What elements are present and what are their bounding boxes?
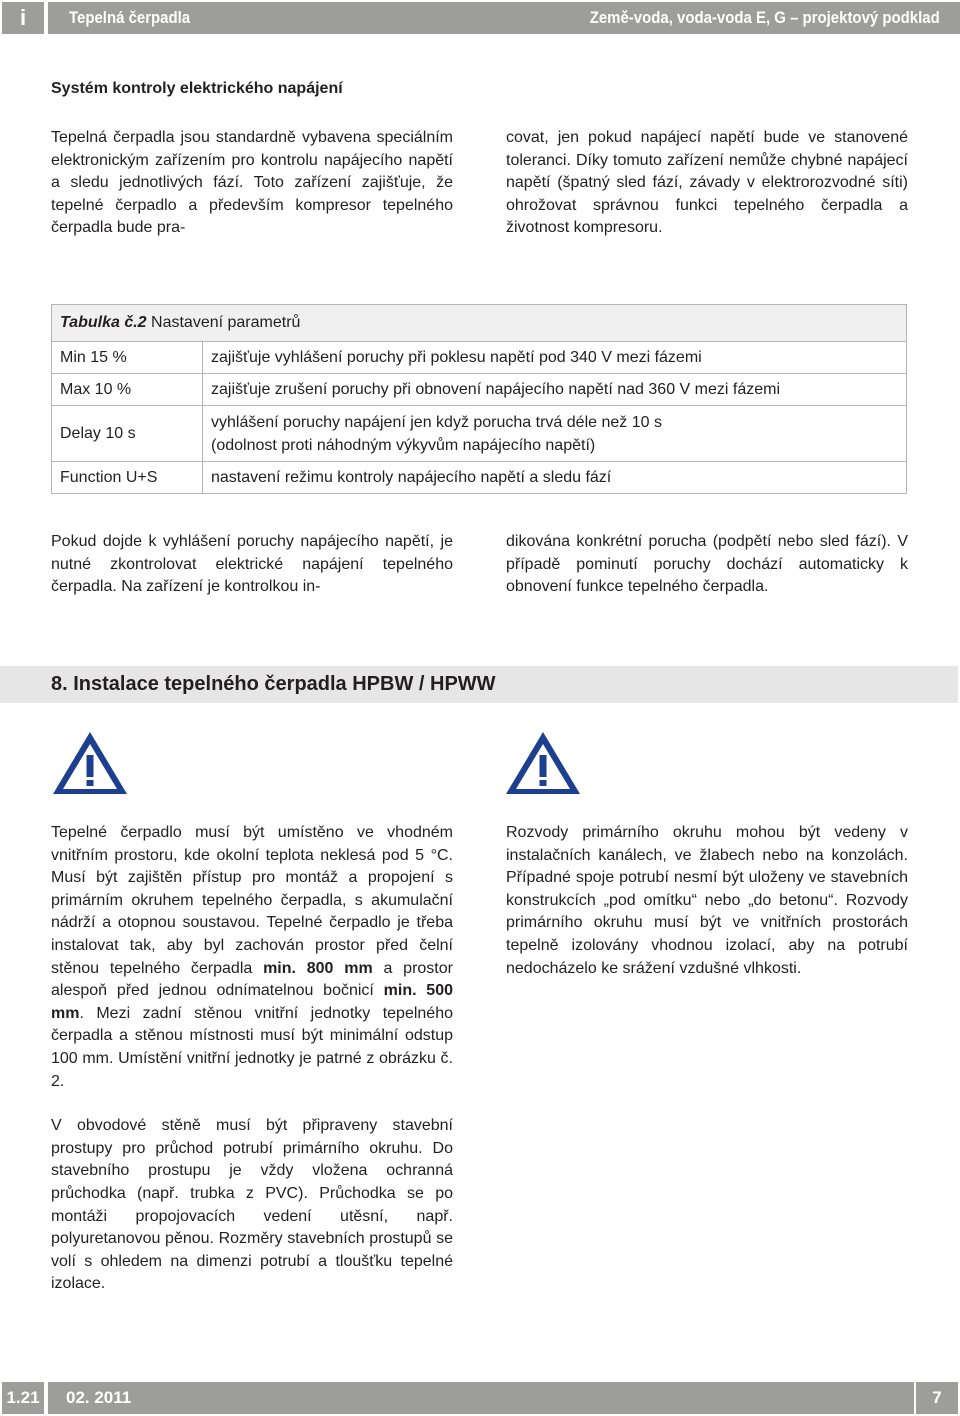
table-caption-row: [52, 305, 907, 342]
page-header: [48, 2, 960, 34]
footer-section-number: 1.21: [2, 1382, 44, 1414]
fault-text-right: dikována konkrétní porucha (podpětí nebo sled fází). V případě pominutí poruchy dochází automaticky k obnovení funkce tepelného čerpadla.: [506, 533, 908, 596]
param-name: Max 10 %: [52, 374, 203, 406]
param-description: [203, 406, 907, 462]
table-caption-label: Tabulka č.2: [60, 314, 147, 331]
warning-triangle-icon: [504, 730, 582, 796]
param-description: nastavení režimu kontroly napájecího napětí a sledu fází: [203, 462, 907, 494]
fault-text-left: Pokud dojde k vyhlášení poruchy napájecího napětí, je nutné zkontrolovat elektrické napájení tepelného čerpadla. Na zařízení je kontrolkou in-: [51, 533, 453, 596]
header-title-left: Tepelná čerpadla: [69, 8, 191, 27]
parameter-table: [51, 304, 907, 494]
header-title-right: Země-voda, voda-voda E, G – projektový podklad: [590, 8, 940, 27]
install-text-left: [51, 822, 453, 1296]
warning-triangle-icon: [51, 730, 129, 796]
table-row: [52, 406, 907, 462]
table-caption-text: Nastavení parametrů: [151, 314, 301, 331]
param-description: zajišťuje zrušení poruchy při obnovení napájecího napětí nad 360 V mezi fázemi: [203, 374, 907, 406]
param-name: Delay 10 s: [52, 406, 203, 462]
param-name: Function U+S: [52, 462, 203, 494]
table-row: [52, 342, 907, 374]
power-text-left: Tepelná čerpadla jsou standardně vybavena speciálním elektronickým zařízením pro kontrolu napájecího napětí a sledu jednotlivých fází. Toto zařízení zajišťuje, že tepelné čerpadlo a především kompresor tepelného čerpadla bude pra-: [51, 129, 453, 237]
param-description-line2: (odolnost proti náhodným výkyvům napájecího napětí): [211, 436, 596, 454]
section-title-install: 8. Instalace tepelného čerpadla HPBW / HPWW: [51, 673, 496, 695]
table-row: [52, 374, 907, 406]
section-title-power: Systém kontroly elektrického napájení: [51, 80, 343, 97]
info-icon: i: [2, 2, 44, 34]
param-description-line1: vyhlášení poruchy napájení jen když porucha trvá déle než 10 s: [211, 413, 662, 431]
install-paragraph-2: V obvodové stěně musí být připraveny stavební prostupy pro průchod potrubí primárního okruhu. Do stavebního prostupu je vždy vložena ochranná průchodka (např. trubka z PVC). Průchodka se po montáži propojovacích vedení utěsní, např. polyuretanovou pěnou. Rozměry stavebních prostupů se volí s ohledem na dimenzi potrubí a tloušťku tepelné izolace.: [51, 1117, 453, 1293]
footer-page-number: 7: [916, 1382, 958, 1414]
table-row: [52, 462, 907, 494]
param-name: Min 15 %: [52, 342, 203, 374]
install-paragraph-1: Tepelné čerpadlo musí být umístěno ve vhodném vnitřním prostoru, kde okolní teplota neklesá pod 5 °C. Musí být zajištěn přístup pro montáž a propojení s primárním okruhem tepelného čerpadla, s akumulační nádrží a otopnou soustavou. Tepelné čerpadlo je třeba instalovat tak, aby byl zachován prostor před čelní stěnou tepelného čerpadla min. 800 mm a prostor alespoň před jednou odnímatelnou bočnicí min. 500 mm. Mezi zadní stěnou vnitřní jednotky tepelného čerpadla a stěnou místnosti musí být minimální odstup 100 mm. Umístění vnitřní jednotky je patrné z obrázku č. 2.: [51, 824, 453, 1090]
install-text-right: Rozvody primárního okruhu mohou být vedeny v instalačních kanálech, ve žlabech nebo na konzolách. Případné spoje potrubí nesmí být uloženy ve stavebních konstrukcích „pod omítku“ nebo „do betonu“. Rozvody primárního okruhu musí být ve vnitřních prostorách tepelně izolovány vhodnou izolací, aby na potrubí nedocházelo ke srážení vzdušné vlhkosti.: [506, 824, 908, 977]
power-text-right: covat, jen pokud napájecí napětí bude ve stanovené toleranci. Díky tomuto zařízení nemůže chybné napájecí napětí (špatný sled fází, závady v elektrorozvodné síti) ohrožovat správnou funkci tepelného čerpadla a životnost kompresoru.: [506, 129, 908, 237]
param-description: zajišťuje vyhlášení poruchy při poklesu napětí pod 340 V mezi fázemi: [203, 342, 907, 374]
footer-date: 02. 2011: [48, 1382, 914, 1414]
